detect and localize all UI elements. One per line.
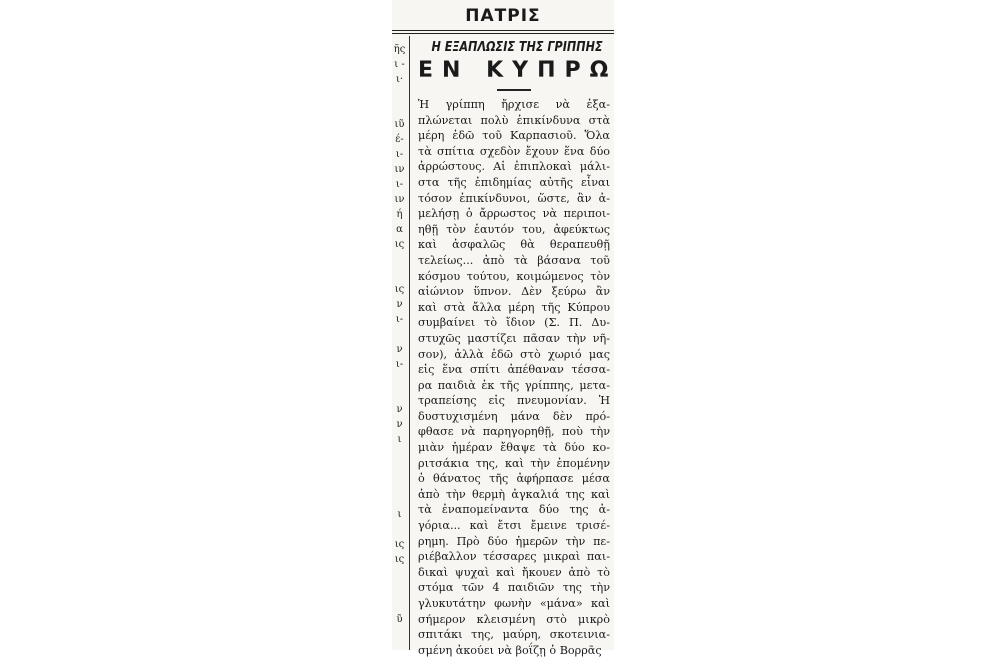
newspaper-clipping	[392, 0, 618, 657]
fragment-text	[392, 102, 407, 117]
article-line: τόσον ἐπικίνδυνοι, ὥστε, ἂν ἀ-	[418, 191, 610, 205]
fragment-text: ι-	[395, 149, 404, 160]
article-line: σήμερον κλεισμένη στὸ μικρὸ	[418, 612, 610, 626]
fragment-text: ις	[394, 539, 405, 550]
article-line: ριτσάκια της, καὶ τὴν ἐπομένην	[418, 456, 610, 470]
fragment-text: ι	[397, 509, 402, 520]
headline-bottom: ΕΝ ΚΥΠΡΩ	[418, 58, 618, 83]
article-line: αἰώνιον ὕπνον. Δὲν ξεύρω ἂν	[418, 285, 610, 299]
article-line: τραπείσης εἰς πνευμονίαν. Ἡ	[418, 394, 610, 408]
article-line: τὰ ἐναπομείναντα δύο της ἀ-	[418, 503, 610, 517]
fragment-text	[392, 267, 407, 282]
article-line: Ἡ γρίππη ἤρχισε νὰ ἐξα-	[418, 98, 610, 111]
masthead-rule	[392, 30, 614, 31]
fragment-text	[392, 372, 407, 387]
fragment-text: ν	[396, 419, 403, 430]
article-line: σμένη ἀκούει νὰ βοΐζῃ ὁ Βορρᾶς	[418, 643, 602, 657]
fragment-text	[392, 597, 407, 612]
article-line: εἰς ἕνα σπίτι ἀπέθαναν τέσσα-	[418, 363, 610, 377]
fragment-text: ι-	[395, 179, 404, 190]
article-line: πλώνεται πολὺ ἐπικίνδυνα στὰ	[418, 113, 610, 127]
fragment-text: ιν	[394, 164, 405, 175]
adjacent-column-fragments	[392, 42, 407, 650]
article-line: δικαὶ ψυχαὶ καὶ ἤκουεν ἀπὸ τὸ	[418, 565, 610, 579]
article	[418, 40, 618, 658]
fragment-text	[392, 567, 407, 582]
article-line: στα τῆς ἐπιδημίας αὐτῆς εἶναι	[418, 175, 610, 189]
fragment-text: ις	[394, 554, 405, 565]
masthead-rule	[392, 33, 614, 34]
article-line: γλυκυτάτην φωνὴν «μάνα» καὶ	[418, 597, 610, 610]
article-line: φθασε νὰ παρηγορηθῇ, ποὺ τὴν	[418, 425, 610, 439]
fragment-text: ι-	[395, 314, 404, 325]
fragment-text: ις	[394, 284, 405, 295]
fragment-text	[392, 627, 407, 642]
article-line: ὁ θάνατος τῆς ἀφήρπασε μέσα	[418, 472, 610, 486]
fragment-text: ι·	[395, 74, 404, 85]
article-line: στόμα τῶν 4 παιδιῶν της τὴν	[418, 581, 610, 595]
fragment-text: ι-	[395, 359, 404, 370]
article-line: σον), ἀλλὰ ἐδῶ στὸ χωριό μας	[418, 347, 610, 361]
fragment-text	[392, 642, 407, 657]
article-line: καὶ ἀσφαλῶς θὰ θεραπευθῇ	[418, 238, 610, 252]
article-line: ρημη. Πρὸ δύο ἡμερῶν τὴν πε-	[418, 534, 610, 548]
article-line: δυστυχισμένη μάνα δὲν πρό-	[418, 409, 610, 423]
fragment-text: ιῦ	[394, 119, 405, 130]
article-line: ἀπὸ τὴν θερμὴ ἀγκαλιά της καὶ	[418, 487, 610, 501]
column-divider	[409, 36, 410, 650]
headline-rule	[497, 89, 531, 91]
fragment-text: ν	[396, 344, 403, 355]
fragment-text: ῦ	[396, 614, 403, 625]
article-line: μελήσῃ ὁ ἄρρωστος νὰ περιποι-	[418, 207, 610, 221]
fragment-text	[392, 327, 407, 342]
article-line: σπιτάκι της, μαύρη, σκοτεινια-	[418, 628, 610, 642]
article-line: ρα παιδιὰ ἐκ τῆς γρίππης, μετα-	[418, 378, 610, 392]
fragment-text	[392, 387, 407, 402]
fragment-text: ι	[397, 434, 402, 445]
article-line: ριέβαλλον τέσσαρες μικραὶ παι-	[418, 550, 610, 564]
article-line: στυχῶς μαστίζει πᾶσαν τὴν νῆ-	[418, 331, 610, 345]
fragment-text: ν	[396, 299, 403, 310]
article-line: γόρια... καὶ ἔτσι ἔμεινε τρισέ-	[418, 519, 610, 533]
fragment-text	[392, 477, 407, 492]
article-line: μέρη ἐδῶ τοῦ Καρπασιοῦ. Ὅλα	[418, 129, 610, 143]
fragment-text: ιν	[394, 194, 405, 205]
article-line: τὰ σπίτια σχεδὸν ἔχουν ἕνα δύο	[418, 144, 610, 158]
fragment-text	[392, 522, 407, 537]
fragment-text: έ-	[395, 134, 404, 145]
article-line: ηθῇ τὸν ἑαυτόν του, ἀφεύκτως	[418, 222, 610, 236]
headline-top: Η ΕΞΑΠΛΩΣΙΣ ΤΗΣ ΓΡΙΠΠΗΣ	[431, 40, 603, 55]
fragment-text	[392, 582, 407, 597]
article-body	[418, 97, 610, 658]
fragment-text: ῆς	[393, 44, 406, 55]
fragment-text: ν	[396, 404, 403, 415]
article-line: συμβαίνει τὸ ἴδιον (Σ. Π. Δυ-	[418, 316, 610, 330]
fragment-text: ή	[396, 209, 403, 220]
fragment-text: ι -	[394, 59, 405, 70]
fragment-text	[392, 462, 407, 477]
fragment-text	[392, 492, 407, 507]
article-line: τελείως... ἀπὸ τὰ βάσανα τοῦ	[418, 253, 610, 267]
article-line: κόσμου τούτου, κοιμώμενος τὸν	[418, 269, 610, 283]
fragment-text: α	[396, 224, 403, 235]
fragment-text	[392, 87, 407, 102]
newspaper-masthead: ΠΑΤΡΙΣ	[465, 6, 541, 26]
fragment-text	[392, 447, 407, 462]
article-line: μιὰν ἡμέραν ἔθαψε τὰ δύο κο-	[418, 441, 610, 455]
fragment-text: ις	[394, 239, 405, 250]
article-line: ἀρρώστους. Αἱ ἐπιπλοκαὶ μάλι-	[418, 160, 610, 174]
article-line: καὶ στὰ ἄλλα μέρη τῆς Κύπρου	[418, 300, 610, 314]
fragment-text	[392, 252, 407, 267]
